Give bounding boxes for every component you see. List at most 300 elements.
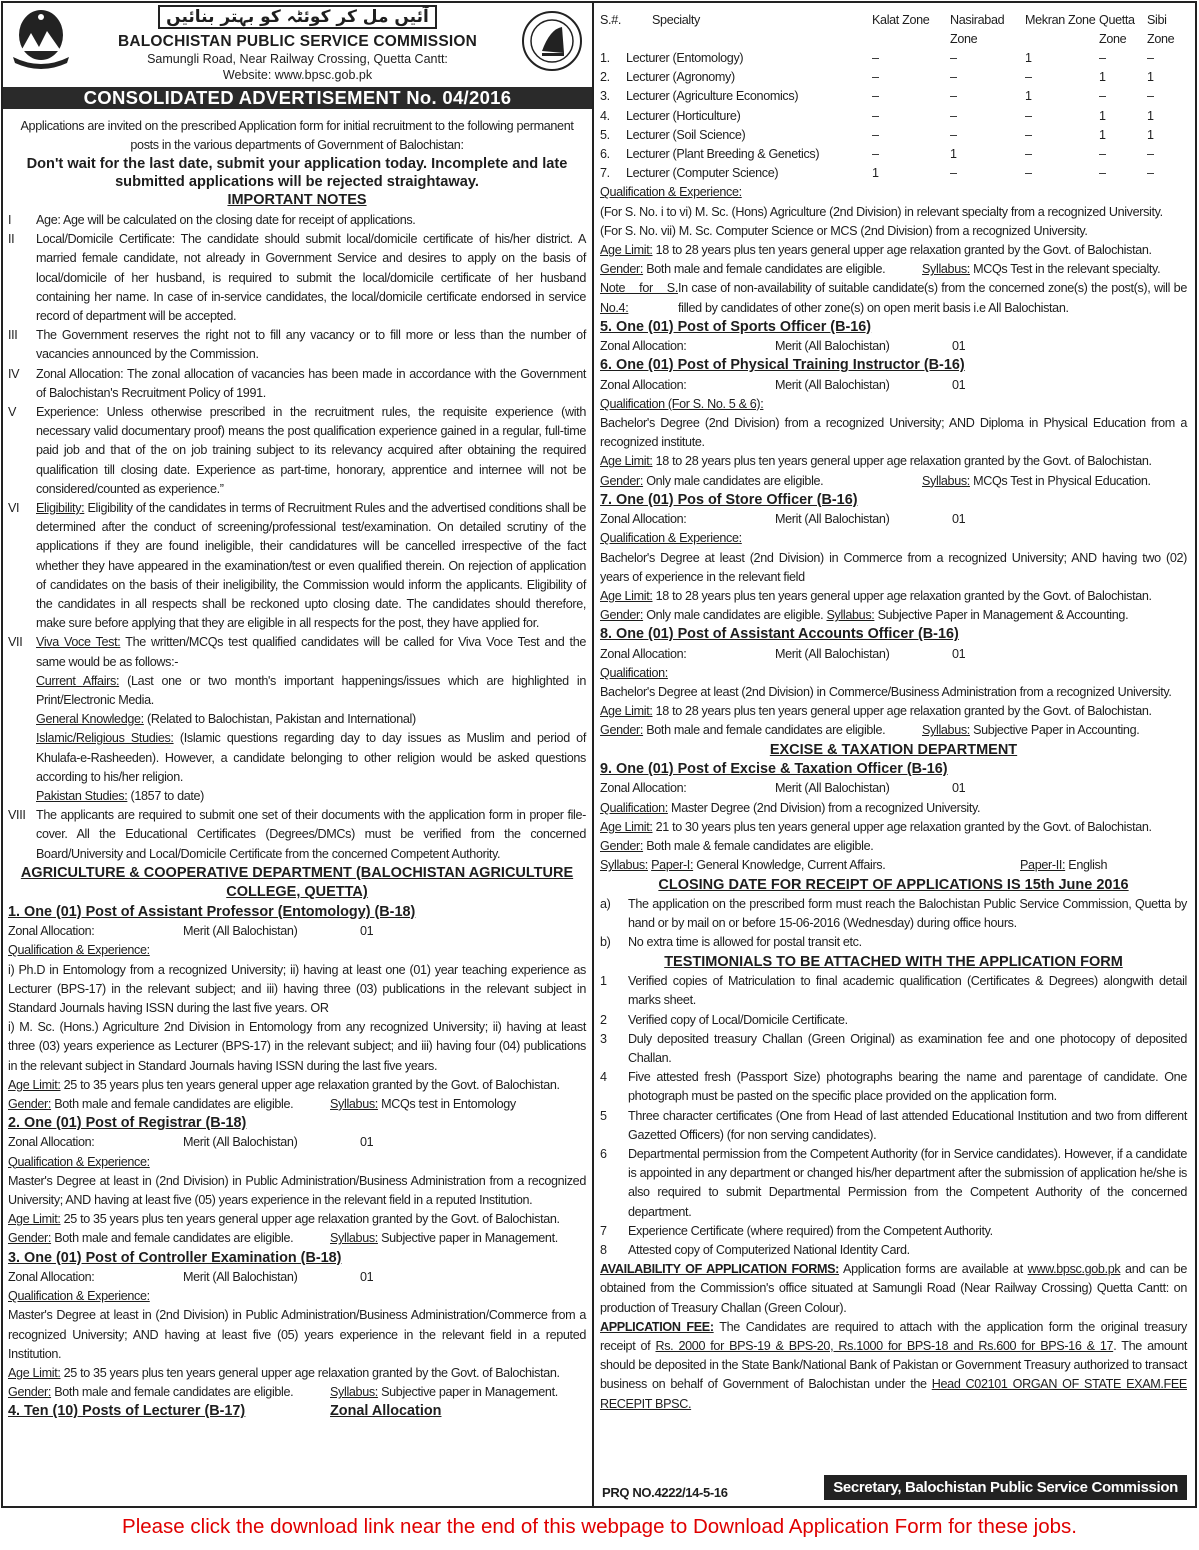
table-cell: –	[1025, 108, 1032, 123]
table-cell: –	[872, 51, 879, 65]
info-left	[600, 721, 922, 740]
text-segment: No extra time is allowed for postal transit etc.	[628, 935, 862, 950]
paragraph	[8, 729, 586, 787]
item-text	[628, 1068, 1187, 1106]
text-segment: Subjective paper in Management.	[377, 1231, 558, 1246]
post-heading	[600, 491, 1187, 510]
zonal-count: 01	[952, 646, 966, 661]
info-row	[600, 721, 1187, 740]
paragraph	[8, 1172, 586, 1210]
info-left	[8, 1383, 330, 1402]
text-segment: MCQs test in Entomology	[377, 1096, 516, 1111]
text-segment: MCQs Test in Physical Education.	[969, 473, 1151, 488]
text-segment: Subjective Paper in Management & Accounting.	[874, 608, 1129, 623]
post-heading	[600, 318, 1187, 337]
table-cell: 1	[1147, 108, 1154, 123]
table-row	[600, 87, 1187, 106]
table-cell: –	[872, 108, 879, 123]
item-number: 7	[600, 1223, 607, 1238]
text-segment: Current Affairs:	[36, 673, 120, 688]
zonal-allocation-row	[600, 645, 1187, 664]
post-title	[600, 357, 965, 373]
text-segment: 18 to 28 years plus ten years general upper age relaxation granted by the Govt. of Balochistan.	[652, 588, 1152, 603]
paragraph	[8, 961, 586, 1019]
text-segment: Master Degree (2nd Division) from a recognized University.	[667, 800, 981, 815]
item-text	[628, 933, 1187, 952]
text-segment: Pakistan Studies:	[36, 789, 128, 803]
info-right	[330, 1402, 441, 1421]
text-segment: Syllabus:	[330, 1096, 378, 1111]
note-text	[678, 279, 1187, 317]
info-left	[8, 1095, 330, 1114]
text-segment: Syllabus:	[922, 473, 970, 488]
table-cell: –	[1025, 166, 1032, 181]
post-title	[8, 904, 415, 920]
paragraph	[600, 1260, 1187, 1318]
post-heading	[8, 1249, 586, 1268]
text-segment: Age Limit:	[600, 243, 653, 258]
section-heading	[600, 953, 1187, 973]
text-segment: Five attested fresh (Passport Size) photographs bearing the name and parentage of candidate. One photograph must be pasted on the specific place provided on the application form.	[628, 1070, 1187, 1104]
table-cell: Lecturer (Entomology)	[626, 51, 744, 65]
text-segment: Bachelor's Degree at least (2nd Division) in Commerce from a recognized University; AND having two (02) years of experience in the relevant field	[600, 550, 1187, 584]
table-header-cell: Kalat Zone	[872, 13, 930, 27]
list-item	[8, 633, 586, 671]
paragraph	[600, 395, 1187, 414]
text-segment: Qualification & Experience:	[600, 185, 742, 200]
info-row	[600, 260, 1187, 279]
list-item	[600, 1222, 1187, 1241]
text-segment: Zonal Allocation	[330, 1403, 442, 1420]
text-segment: Gender:	[600, 262, 644, 277]
table-cell: –	[1099, 147, 1106, 162]
item-text	[36, 633, 586, 671]
text-segment: 5. One (01) Post of Sports Officer (B-16)	[600, 318, 872, 335]
text-segment: Subjective paper in Management.	[377, 1385, 558, 1400]
item-text	[628, 972, 1187, 1010]
paragraph	[8, 787, 586, 806]
info-row	[8, 1402, 586, 1421]
text-segment: 6. One (01) Post of Physical Training Instructor (B-16)	[600, 357, 965, 374]
text-segment: AVAILABILITY OF APPLICATION FORMS:	[600, 1262, 840, 1277]
text-segment: Age Limit:	[600, 704, 653, 719]
item-number: 6	[600, 1146, 607, 1161]
info-right	[922, 260, 1160, 279]
text-segment: The application on the prescribed form must reach the Balochistan Public Service Commission, Quetta by hand or by mail on or before 15-06-2016 (Wednesday) during office hours.	[628, 897, 1187, 931]
table-header-cell: Sibi Zone	[1147, 13, 1175, 47]
paragraph	[8, 1306, 586, 1364]
paragraph	[600, 702, 1187, 721]
text-segment: (For S. No. vii) M. Sc. Computer Science or MCS (2nd Division) from a recognized University.	[600, 223, 1088, 238]
text-segment: Both male & female candidates are eligible.	[643, 839, 874, 854]
paragraph	[8, 117, 586, 155]
paragraph	[600, 414, 1187, 452]
table-cell: –	[1147, 89, 1154, 104]
post-heading	[600, 760, 1187, 779]
organization-title: BALOCHISTAN PUBLIC SERVICE COMMISSION	[117, 33, 478, 50]
paragraph	[8, 155, 586, 191]
item-number: V	[8, 404, 17, 419]
table-cell: 1	[1025, 89, 1032, 104]
text-segment: Syllabus:	[826, 608, 875, 623]
info-left	[600, 260, 922, 279]
text-segment: Age Limit:	[600, 819, 653, 834]
zonal-label: Zonal Allocation:	[600, 377, 687, 392]
table-cell: 4.	[600, 108, 610, 123]
text-segment: Gender:	[600, 473, 644, 488]
text-segment: Verified copy of Local/Domicile Certificate.	[628, 1012, 848, 1027]
table-header-cell: Nasirabad Zone	[950, 13, 1005, 47]
info-row	[8, 1383, 586, 1402]
text-segment: General Knowledge:	[36, 712, 144, 727]
info-right	[922, 472, 1151, 491]
item-text	[628, 1030, 1187, 1068]
text-segment: Both male and female candidates are eligible.	[51, 1385, 294, 1400]
note-label	[600, 279, 678, 317]
text-segment: Paper-I:	[651, 858, 694, 873]
right-content	[600, 183, 1187, 1413]
text-segment: Three character certificates (One from Head of last attended Educational Institution and two from different Gazetted Officers) (for non serving candidates).	[628, 1108, 1187, 1142]
text-segment: Qualification & Experience:	[8, 1289, 150, 1304]
table-row	[600, 145, 1187, 164]
table-header-cell: S.#.	[600, 13, 622, 27]
post-heading	[600, 625, 1187, 644]
bpsc-logo-icon	[9, 7, 73, 71]
item-text	[628, 1222, 1187, 1241]
text-segment: 3. One (01) Post of Controller Examination (B-18)	[8, 1249, 342, 1266]
text-segment: 18 to 28 years plus ten years general upper age relaxation granted by the Govt. of Balochistan.	[652, 454, 1152, 469]
table-cell: –	[1099, 89, 1106, 104]
zonal-label: Zonal Allocation:	[600, 339, 687, 354]
list-item	[8, 499, 586, 633]
table-cell: Lecturer (Plant Breeding & Genetics)	[626, 147, 820, 162]
text-segment: Only male candidates are eligible.	[643, 473, 824, 488]
table-cell: –	[1025, 147, 1032, 162]
section-heading	[8, 864, 586, 903]
text-segment: 25 to 35 years plus ten years general upper age relaxation granted by the Govt. of Balochistan.	[60, 1212, 560, 1227]
paragraph	[8, 1076, 586, 1095]
lecturer-zone-table	[600, 11, 1187, 183]
section-heading	[600, 876, 1187, 896]
info-row	[8, 1229, 586, 1248]
zonal-count: 01	[952, 377, 966, 392]
text-segment: Rs. 2000 for BPS-19 & BPS-20, Rs.1000 for BPS-18 and Rs.600 for BPS-16 & 17	[655, 1338, 1114, 1353]
text-segment: Qualification & Experience:	[8, 1154, 150, 1169]
right-column	[594, 3, 1195, 1506]
list-item	[8, 806, 586, 864]
table-cell: –	[1025, 70, 1032, 85]
zonal-allocation-row	[8, 1268, 586, 1287]
table-cell: 1	[1099, 127, 1106, 142]
text-segment: Experience: Unless otherwise prescribed in the recruitment rules, the requisite experience (with necessary valid documentary proof) means the post qualification experience gained in a regular, full-time paid job and that of the on job training subject to its relevancy acquired after obtaining the required qualification till closing date. Experience as part-time, honorary, apprentice and internee will not be considered/counted as experience.”	[36, 404, 586, 496]
text-segment: 21 to 30 years plus ten years general upper age relaxation granted by the Govt. of Balochistan.	[652, 819, 1152, 834]
table-cell: Lecturer (Horticulture)	[626, 108, 741, 123]
text-segment: Master's Degree at least in (2nd Division) in Public Administration/Business Administration/Commerce from a recognized University; AND having at least five (05) years experience in the relevant field in a reputed Institution.	[8, 1308, 586, 1361]
table-cell: 6.	[600, 147, 610, 162]
text-segment: Gender:	[600, 723, 644, 738]
paragraph	[8, 1018, 586, 1076]
advertisement-sheet	[1, 1, 1197, 1508]
text-segment: Gender:	[8, 1096, 52, 1111]
text-segment: The Candidates are required to attach with the application form the original treasury receipt of	[600, 1319, 1187, 1353]
text-segment: AGRICULTURE & COOPERATIVE DEPARTMENT (BALOCHISTAN AGRICULTURE COLLEGE, QUETTA)	[20, 864, 574, 901]
text-segment: and can be obtained from the Commission's office situated at Samungli Road (Near Railway Crossing) Quetta Cantt: on production of Treasury Challan (Green Colour).	[600, 1262, 1187, 1315]
zonal-label: Zonal Allocation:	[600, 646, 687, 661]
item-text	[628, 1145, 1187, 1222]
paragraph	[600, 549, 1187, 587]
left-column	[3, 3, 594, 1506]
prq-number: PRQ NO.4222/14-5-16	[602, 1484, 728, 1500]
table-cell: 1	[1147, 70, 1154, 85]
text-segment: i) Ph.D in Entomology from a recognized University; ii) having at least one (01) year teaching experience as Lecturer (BPS-17) in the relevant subject; and iii) having three (03) publications in the relevant subject in Standard Journals having ISSN during the last five years. OR	[8, 962, 586, 1015]
item-text	[36, 326, 586, 364]
info-right	[330, 1383, 558, 1402]
table-cell: 1	[1099, 108, 1106, 123]
table-cell: –	[950, 108, 957, 123]
zonal-value: Merit (All Balochistan)	[775, 512, 890, 527]
item-text	[36, 403, 586, 499]
text-segment: Bachelor's Degree at least (2nd Division) in Commerce/Business Administration from a recognized University.	[600, 685, 1172, 700]
text-segment: In case of non-availability of suitable candidate(s) from the concerned zone(s) the post(s), will be filled by candidates of other zone(s) on open merit basis i.e All Balochistan.	[678, 281, 1187, 315]
info-left	[600, 472, 922, 491]
zonal-allocation-row	[600, 779, 1187, 798]
zonal-value: Merit (All Balochistan)	[775, 646, 890, 661]
text-segment: Departmental permission from the Competent Authority (for in Service candidates). However, if a candidate is appointed in any department or changed his/her department after the submission of application he/she is also required to submit Departmental Permission from the Competent Authority of the concerned department.	[628, 1146, 1187, 1219]
text-segment: Syllabus:	[330, 1385, 378, 1400]
list-item	[8, 365, 586, 403]
list-item	[600, 895, 1187, 933]
table-cell: –	[1147, 166, 1154, 181]
paragraph	[600, 1318, 1187, 1414]
paragraph	[600, 183, 1187, 202]
text-segment: Age Limit:	[600, 454, 653, 469]
zonal-count: 01	[360, 1135, 374, 1150]
item-number: IV	[8, 366, 20, 381]
paragraph	[8, 672, 586, 710]
text-segment: The applicants are required to submit one set of their documents with the application form in proper file-cover. All the Educational Certificates (Degrees/DMCs) must be verified from the concerned Board/University and Local/Domicile Certificate from the concerned Competent Authority.	[36, 808, 586, 861]
paragraph	[600, 683, 1187, 702]
text-segment: 7. One (01) Pos of Store Officer (B-16)	[600, 491, 858, 508]
item-text	[628, 895, 1187, 933]
text-segment: General Knowledge, Current Affairs.	[693, 858, 886, 873]
text-segment: Both male and female candidates are eligible.	[643, 723, 886, 738]
text-segment: Both male and female candidates are eligible.	[51, 1231, 294, 1246]
item-number: b)	[600, 935, 611, 950]
text-segment: 18 to 28 years plus ten years general upper age relaxation granted by the Govt. of Balochistan.	[652, 243, 1152, 258]
text-segment: Both male and female candidates are eligible.	[51, 1096, 294, 1111]
paragraph	[600, 222, 1187, 241]
item-number: II	[8, 232, 15, 247]
text-segment: Bachelor's Degree (2nd Division) from a recognized University; AND Diploma in Physical Education from a recognized institute.	[600, 416, 1187, 450]
item-number: 5	[600, 1108, 607, 1123]
text-segment: Applications are invited on the prescribed Application form for initial recruitment to the following permanent posts in the various departments of Government of Balochistan:	[20, 119, 574, 153]
table-cell: –	[872, 147, 879, 162]
text-segment: (1857 to date)	[127, 789, 205, 803]
text-segment: Both male and female candidates are eligible.	[643, 262, 886, 277]
table-cell: –	[872, 70, 879, 85]
table-header-cell: Specialty	[652, 13, 700, 27]
text-segment: (Islamic questions regarding day to day issues as Muslim and period of Khulafa-e-Rasheeden). However, a candidate belonging to other religion would be asked questions according to his/her religion.	[36, 731, 586, 784]
text-segment: Duly deposited treasury Challan (Green Original) as examination fee and one photocopy of deposited Challan.	[628, 1031, 1187, 1065]
table-cell: –	[1147, 147, 1154, 162]
table-cell: 7.	[600, 166, 610, 181]
table-cell: 1	[1147, 127, 1154, 142]
table-cell: –	[1025, 127, 1032, 142]
zonal-value: Merit (All Balochistan)	[775, 377, 890, 392]
list-item	[8, 211, 586, 230]
item-number: VII	[8, 635, 23, 650]
table-cell: –	[950, 89, 957, 104]
paragraph	[600, 837, 1187, 856]
text-segment: Zonal Allocation: The zonal allocation of vacancies has been made in accordance with the Government of Balochistan's Recruitment Policy of 1991.	[36, 366, 586, 400]
post-title	[8, 1250, 341, 1266]
text-segment: . The amount should be deposited in the State Bank/National Bank of Pakistan or Government Treasury authorized to transact business on behalf of Government of Balochistan under the	[600, 1338, 1187, 1392]
zonal-label: Zonal Allocation:	[600, 512, 687, 527]
info-row	[8, 1095, 586, 1114]
text-segment: Age: Age will be calculated on the closing date for receipt of applications.	[36, 212, 416, 227]
text-segment: Age Limit:	[8, 1077, 61, 1092]
text-segment: Syllabus:	[600, 858, 648, 873]
table-cell: –	[872, 89, 879, 104]
item-text	[36, 211, 586, 230]
item-text	[628, 1107, 1187, 1145]
text-segment: (For S. No. i to vi) M. Sc. (Hons) Agriculture (2nd Division) in relevant specialty from a recognized University.	[600, 204, 1163, 219]
text-segment: Verified copies of Matriculation to final academic qualification (Certificates & Degrees) alongwith detail marks sheet.	[628, 974, 1187, 1008]
text-segment: EXCISE & TAXATION DEPARTMENT	[769, 741, 1018, 758]
post-heading	[8, 903, 586, 922]
post-title	[600, 492, 858, 508]
text-segment: i) M. Sc. (Hons.) Agriculture 2nd Division in Entomology from any recognized University; ii) having at least three (03) years experience as Lecturer (BPS-17) in the relevant subject; and iii) having four (04) publications in the relevant subject in Standard Journals having ISSN during the last five years.	[8, 1020, 586, 1073]
post-heading	[600, 356, 1187, 375]
left-content	[3, 109, 592, 1422]
item-text	[36, 365, 586, 403]
zonal-value: Merit (All Balochistan)	[183, 924, 298, 939]
text-segment: 25 to 35 years plus ten years general upper age relaxation granted by the Govt. of Balochistan.	[60, 1077, 560, 1092]
urdu-slogan: آئیں مل کر کوئٹہ کو بہتر بنائیں	[158, 5, 437, 29]
paragraph	[600, 818, 1187, 837]
paragraph	[8, 1287, 586, 1306]
text-segment: IMPORTANT NOTES	[227, 192, 367, 209]
table-header-cell: Mekran Zone	[1025, 13, 1096, 27]
text-segment: Qualification & Experience:	[8, 943, 150, 958]
text-segment: English	[1065, 858, 1108, 873]
table-cell: 1	[1025, 51, 1032, 65]
item-number: 3	[600, 1031, 607, 1046]
table-cell: 1.	[600, 51, 610, 65]
table-header-row	[600, 11, 1187, 49]
syllabus-paper-2	[1020, 856, 1107, 875]
list-item	[8, 326, 586, 364]
zonal-count: 01	[360, 924, 374, 939]
zonal-label: Zonal Allocation:	[8, 1135, 95, 1150]
paragraph	[600, 606, 1187, 625]
advertisement-banner: CONSOLIDATED ADVERTISEMENT No. 04/2016	[3, 87, 592, 109]
table-cell: –	[1099, 51, 1106, 65]
note	[600, 279, 1187, 317]
post-title	[8, 1115, 246, 1131]
table-cell: 2.	[600, 70, 610, 85]
text-segment: MCQs Test in the relevant specialty.	[969, 262, 1161, 277]
item-number: 2	[600, 1012, 607, 1027]
item-number: 1	[600, 974, 607, 989]
post-heading	[8, 1114, 586, 1133]
paragraph	[8, 1153, 586, 1172]
text-segment: TESTIMONIALS TO BE ATTACHED WITH THE APPLICATION FORM	[664, 953, 1123, 970]
paragraph	[600, 529, 1187, 548]
table-cell: Lecturer (Agronomy)	[626, 70, 735, 85]
post-title	[600, 626, 959, 642]
table-row	[600, 126, 1187, 145]
text-segment: Don't wait for the last date, submit your application today. Incomplete and late submitted applications will be rejected straightaway.	[26, 156, 568, 191]
post-title	[600, 319, 871, 335]
item-number: III	[8, 328, 18, 343]
item-number: VIII	[8, 808, 26, 823]
text-segment: 25 to 35 years plus ten years general upper age relaxation granted by the Govt. of Balochistan.	[60, 1365, 560, 1380]
info-right	[922, 721, 1139, 740]
text-segment: 1. One (01) Post of Assistant Professor (Entomology) (B-18)	[8, 903, 416, 920]
text-segment: Syllabus:	[330, 1231, 378, 1246]
zonal-label: Zonal Allocation:	[8, 1269, 95, 1284]
paragraph	[600, 203, 1187, 222]
text-segment: Age Limit:	[600, 588, 653, 603]
item-number: VI	[8, 500, 20, 515]
text-segment: The written/MCQs test qualified candidates will be called for Viva Voce Test and the same would be as follows:-	[36, 635, 587, 669]
table-cell: 1	[950, 147, 957, 162]
item-number: 8	[600, 1242, 607, 1257]
address: Samungli Road, Near Railway Crossing, Quetta Cantt:	[147, 52, 448, 66]
text-segment: Qualification:	[600, 800, 668, 815]
text-segment: (Related to Balochistan, Pakistan and International)	[143, 712, 416, 727]
paragraph	[8, 1364, 586, 1383]
text-segment: 2. One (01) Post of Registrar (B-18)	[8, 1115, 247, 1132]
text-segment: Application forms are available at	[839, 1262, 1028, 1277]
text-segment: Gender:	[8, 1385, 52, 1400]
zonal-value: Merit (All Balochistan)	[775, 339, 890, 354]
text-segment: 9. One (01) Post of Excise & Taxation Officer (B-16)	[600, 761, 948, 778]
text-segment: Experience Certificate (where required) from the Competent Authority.	[628, 1223, 993, 1238]
text-segment: Attested copy of Computerized National Identity Card.	[628, 1242, 910, 1257]
list-item	[600, 1145, 1187, 1222]
info-right	[330, 1229, 558, 1248]
text-segment: Gender:	[8, 1231, 52, 1246]
text-segment: 18 to 28 years plus ten years general upper age relaxation granted by the Govt. of Balochistan.	[652, 704, 1152, 719]
table-cell: Lecturer (Agriculture Economics)	[626, 89, 799, 104]
text-segment: CLOSING DATE FOR RECEIPT OF APPLICATIONS IS 15th June 2016	[658, 876, 1129, 893]
paragraph	[600, 664, 1187, 683]
text-segment: Qualification:	[600, 665, 668, 680]
text-segment: Syllabus:	[922, 262, 970, 277]
paragraph	[8, 1210, 586, 1229]
paragraph	[600, 241, 1187, 260]
text-segment: Age Limit:	[8, 1212, 61, 1227]
info-row	[600, 472, 1187, 491]
table-cell: –	[950, 127, 957, 142]
table-cell: 3.	[600, 89, 610, 104]
zonal-allocation-row	[8, 1133, 586, 1152]
table-cell: –	[872, 127, 879, 142]
zonal-allocation-row	[600, 510, 1187, 529]
text-segment: Age Limit:	[8, 1365, 61, 1380]
text-segment: Gender:	[600, 608, 644, 623]
text-segment: Only male candidates are eligible.	[643, 608, 827, 623]
table-cell: –	[950, 70, 957, 85]
table-cell: –	[950, 51, 957, 65]
paragraph	[600, 452, 1187, 471]
info-left	[8, 1229, 330, 1248]
text-segment: 4. Ten (10) Posts of Lecturer (B-17)	[8, 1403, 246, 1420]
paragraph	[8, 710, 586, 729]
syllabus-paper-1	[600, 856, 1020, 875]
